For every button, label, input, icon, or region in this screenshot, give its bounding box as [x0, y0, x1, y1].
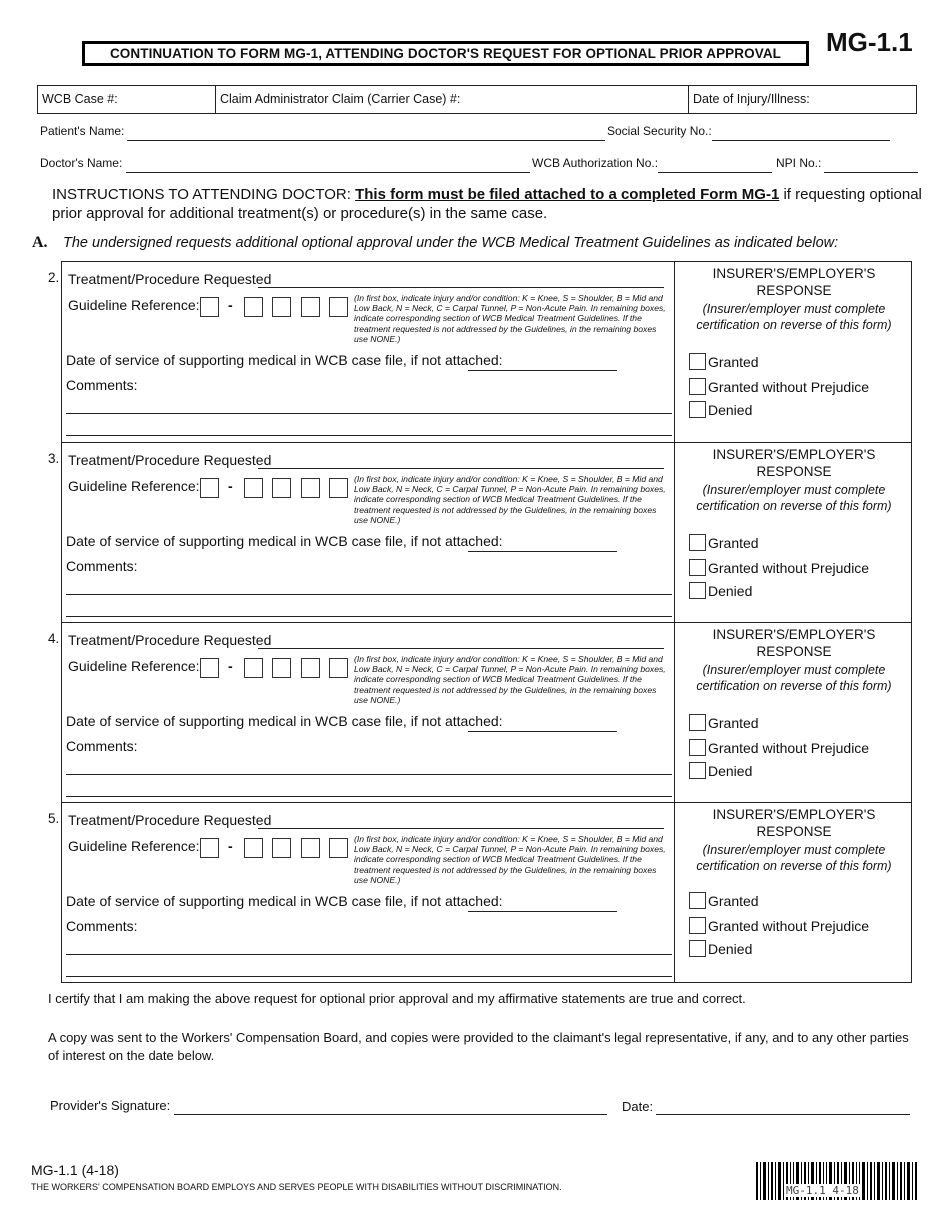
insurer-response [675, 443, 913, 623]
request-number: 2. [48, 270, 60, 285]
section-a-letter: A. [32, 234, 48, 251]
granted-option[interactable] [689, 892, 759, 909]
comments-line[interactable] [66, 616, 672, 617]
disclaimer: THE WORKERS' COMPENSATION BOARD EMPLOYS AND SERVES PEOPLE WITH DISABILITIES WITHOUT DISCRIMINATION. [31, 1182, 562, 1192]
date-of-service-label: Date of service of supporting medical in WCB case file, if not attached: [66, 533, 503, 549]
comments-line[interactable] [66, 413, 672, 414]
response-heading: INSURER'S/EMPLOYER'S RESPONSE [712, 627, 876, 659]
checkbox[interactable] [689, 940, 706, 957]
treatment-label: Treatment/Procedure Requested [68, 452, 272, 468]
guideline-section-box[interactable] [244, 838, 263, 858]
treatment-label: Treatment/Procedure Requested [68, 271, 272, 287]
checkbox[interactable] [689, 714, 706, 731]
treatment-label: Treatment/Procedure Requested [68, 632, 272, 648]
date-of-service-field[interactable] [468, 911, 617, 912]
denied-label: Denied [708, 762, 753, 779]
treatment-field[interactable] [258, 828, 664, 829]
patient-name-field[interactable] [127, 140, 605, 141]
request-block [48, 261, 912, 442]
guideline-condition-box[interactable] [200, 297, 219, 317]
request-block [48, 802, 912, 983]
date-of-service-field[interactable] [468, 551, 617, 552]
guideline-section-box[interactable] [272, 838, 291, 858]
form-title: CONTINUATION TO FORM MG-1, ATTENDING DOCTOR'S REQUEST FOR OPTIONAL PRIOR APPROVAL [82, 41, 809, 66]
checkbox[interactable] [689, 534, 706, 551]
checkbox[interactable] [689, 559, 706, 576]
ssn-label: Social Security No.: [607, 124, 712, 138]
npi-label: NPI No.: [776, 156, 822, 170]
request-number: 4. [48, 631, 60, 646]
guideline-section-box[interactable] [329, 297, 348, 317]
granted-option[interactable] [689, 714, 759, 731]
guideline-label: Guideline Reference: [68, 478, 200, 494]
guideline-note: (In first box, indicate injury and/or condition: K = Knee, S = Shoulder, B = Mid and Low Back, N = Neck, C = Carpal Tunnel, P = Non-Acute Pain. In remaining boxes, indicate corresponding section of WCB Medical Treatment Guidelines. If the treatment requested is not addressed by the Guidelines, in the remaining boxes use NONE.) [354, 293, 666, 344]
response-subtext: (Insurer/employer must complete certification on reverse of this form) [696, 302, 892, 332]
denied-label: Denied [708, 940, 753, 957]
guideline-condition-box[interactable] [200, 658, 219, 678]
guideline-section-box[interactable] [329, 478, 348, 498]
guideline-section-box[interactable] [301, 658, 320, 678]
comments-label: Comments: [66, 558, 138, 574]
granted-wp-label: Granted without Prejudice [708, 378, 870, 395]
date-of-service-field[interactable] [468, 370, 617, 371]
guideline-condition-box[interactable] [200, 478, 219, 498]
wcb-auth-field[interactable] [658, 172, 772, 173]
comments-line[interactable] [66, 976, 672, 977]
instructions [52, 185, 922, 223]
request-details [48, 443, 675, 623]
provider-signature-label: Provider's Signature: [50, 1098, 171, 1113]
response-subtext: (Insurer/employer must complete certification on reverse of this form) [696, 843, 892, 873]
granted-without-prejudice-option[interactable] [689, 559, 869, 576]
guideline-dash: - [228, 838, 233, 854]
request-block [48, 442, 912, 623]
doctor-name-label: Doctor's Name: [40, 156, 123, 170]
guideline-section-box[interactable] [244, 297, 263, 317]
granted-without-prejudice-option[interactable] [689, 378, 869, 395]
guideline-dash: - [228, 297, 233, 313]
request-number: 3. [48, 451, 60, 466]
request-details [48, 623, 675, 803]
denied-option[interactable] [689, 940, 752, 957]
guideline-condition-box[interactable] [200, 838, 219, 858]
insurer-response [675, 623, 913, 803]
guideline-section-box[interactable] [329, 838, 348, 858]
guideline-section-box[interactable] [301, 838, 320, 858]
granted-label: Granted [708, 714, 759, 731]
instructions-bold: This form must be filed attached to a completed Form MG-1 [355, 186, 780, 203]
guideline-dash: - [228, 658, 233, 674]
checkbox[interactable] [689, 892, 706, 909]
denied-option[interactable] [689, 762, 752, 779]
request-block [48, 622, 912, 803]
denied-label: Denied [708, 582, 753, 599]
request-number: 5. [48, 811, 60, 826]
comments-line[interactable] [66, 594, 672, 595]
granted-label: Granted [708, 534, 759, 551]
comments-label: Comments: [66, 918, 138, 934]
ssn-field[interactable] [712, 140, 890, 141]
comments-line[interactable] [66, 796, 672, 797]
granted-without-prejudice-option[interactable] [689, 917, 869, 934]
comments-line[interactable] [66, 435, 672, 436]
guideline-label: Guideline Reference: [68, 838, 200, 854]
wcb-case-label: WCB Case #: [42, 92, 118, 106]
request-details [48, 803, 675, 982]
guideline-section-box[interactable] [272, 658, 291, 678]
response-heading: INSURER'S/EMPLOYER'S RESPONSE [712, 447, 876, 479]
guideline-dash: - [228, 478, 233, 494]
guideline-note: (In first box, indicate injury and/or condition: K = Knee, S = Shoulder, B = Mid and Low Back, N = Neck, C = Carpal Tunnel, P = Non-Acute Pain. In remaining boxes, indicate corresponding section of WCB Medical Treatment Guidelines. If the treatment requested is not addressed by the Guidelines, in the remaining boxes use NONE.) [354, 474, 666, 525]
granted-wp-label: Granted without Prejudice [708, 559, 870, 576]
guideline-note: (In first box, indicate injury and/or condition: K = Knee, S = Shoulder, B = Mid and Low Back, N = Neck, C = Carpal Tunnel, P = Non-Acute Pain. In remaining boxes, indicate corresponding section of WCB Medical Treatment Guidelines. If the treatment requested is not addressed by the Guidelines, in the remaining boxes use NONE.) [354, 834, 666, 885]
comments-label: Comments: [66, 738, 138, 754]
response-heading: INSURER'S/EMPLOYER'S RESPONSE [712, 807, 876, 839]
treatment-field[interactable] [258, 287, 664, 288]
response-subtext: (Insurer/employer must complete certification on reverse of this form) [696, 663, 892, 693]
signature-date-field[interactable] [656, 1114, 910, 1115]
copy-statement: A copy was sent to the Workers' Compensation Board, and copies were provided to the claimant's legal representative, if any, and to any other parties of interest on the date below. [48, 1030, 909, 1063]
carrier-case-label: Claim Administrator Claim (Carrier Case) #: [220, 92, 461, 106]
checkbox[interactable] [689, 582, 706, 599]
date-of-service-label: Date of service of supporting medical in WCB case file, if not attached: [66, 713, 503, 729]
denied-label: Denied [708, 401, 753, 418]
guideline-label: Guideline Reference: [68, 297, 200, 313]
guideline-section-box[interactable] [244, 658, 263, 678]
checkbox[interactable] [689, 917, 706, 934]
guideline-section-box[interactable] [272, 478, 291, 498]
denied-option[interactable] [689, 582, 752, 599]
guideline-section-box[interactable] [301, 297, 320, 317]
insurer-response [675, 262, 913, 442]
granted-option[interactable] [689, 534, 759, 551]
date-of-service-label: Date of service of supporting medical in WCB case file, if not attached: [66, 352, 503, 368]
instructions-suffix: if requesting optional prior approval for additional treatment(s) or procedure(s) in the same case. [52, 186, 922, 222]
section-a-text: The undersigned requests additional optional approval under the WCB Medical Treatment Guidelines as indicated below: [63, 235, 839, 251]
checkbox[interactable] [689, 378, 706, 395]
date-of-service-label: Date of service of supporting medical in WCB case file, if not attached: [66, 893, 503, 909]
patient-name-label: Patient's Name: [40, 124, 125, 138]
instructions-prefix: INSTRUCTIONS TO ATTENDING DOCTOR: [52, 186, 356, 203]
granted-label: Granted [708, 353, 759, 370]
response-subtext: (Insurer/employer must complete certification on reverse of this form) [696, 483, 892, 513]
date-of-injury-label: Date of Injury/Illness: [693, 92, 810, 106]
wcb-case-field[interactable] [38, 86, 216, 113]
granted-wp-label: Granted without Prejudice [708, 739, 870, 756]
provider-signature-field[interactable] [174, 1114, 607, 1115]
npi-field[interactable] [824, 172, 918, 173]
guideline-section-box[interactable] [329, 658, 348, 678]
signature-date-label: Date: [622, 1099, 654, 1114]
checkbox[interactable] [689, 401, 706, 418]
granted-label: Granted [708, 892, 759, 909]
certification-statement: I certify that I am making the above request for optional prior approval and my affirmative statements are true and correct. [48, 991, 746, 1006]
comments-label: Comments: [66, 377, 138, 393]
denied-option[interactable] [689, 401, 752, 418]
checkbox[interactable] [689, 762, 706, 779]
response-heading: INSURER'S/EMPLOYER'S RESPONSE [712, 266, 876, 298]
request-details [48, 262, 675, 442]
treatment-field[interactable] [258, 648, 664, 649]
barcode-text: MG-1.1 4-18 [786, 1184, 859, 1197]
carrier-case-field[interactable] [216, 86, 689, 113]
comments-line[interactable] [66, 774, 672, 775]
date-of-injury-field[interactable] [689, 86, 916, 113]
guideline-section-box[interactable] [272, 297, 291, 317]
case-info-row [37, 85, 917, 114]
guideline-section-box[interactable] [244, 478, 263, 498]
checkbox[interactable] [689, 353, 706, 370]
doctor-name-field[interactable] [126, 172, 530, 173]
insurer-response [675, 803, 913, 982]
treatment-field[interactable] [258, 468, 664, 469]
granted-without-prejudice-option[interactable] [689, 739, 869, 756]
comments-line[interactable] [66, 954, 672, 955]
barcode [756, 1162, 918, 1200]
granted-option[interactable] [689, 353, 759, 370]
granted-wp-label: Granted without Prejudice [708, 917, 870, 934]
checkbox[interactable] [689, 739, 706, 756]
guideline-section-box[interactable] [301, 478, 320, 498]
guideline-note: (In first box, indicate injury and/or condition: K = Knee, S = Shoulder, B = Mid and Low Back, N = Neck, C = Carpal Tunnel, P = Non-Acute Pain. In remaining boxes, indicate corresponding section of WCB Medical Treatment Guidelines. If the treatment requested is not addressed by the Guidelines, in the remaining boxes use NONE.) [354, 654, 666, 705]
treatment-label: Treatment/Procedure Requested [68, 812, 272, 828]
wcb-auth-label: WCB Authorization No.: [532, 156, 659, 170]
guideline-label: Guideline Reference: [68, 658, 200, 674]
date-of-service-field[interactable] [468, 731, 617, 732]
form-version: MG-1.1 (4-18) [31, 1162, 119, 1178]
form-id: MG-1.1 [826, 27, 913, 57]
